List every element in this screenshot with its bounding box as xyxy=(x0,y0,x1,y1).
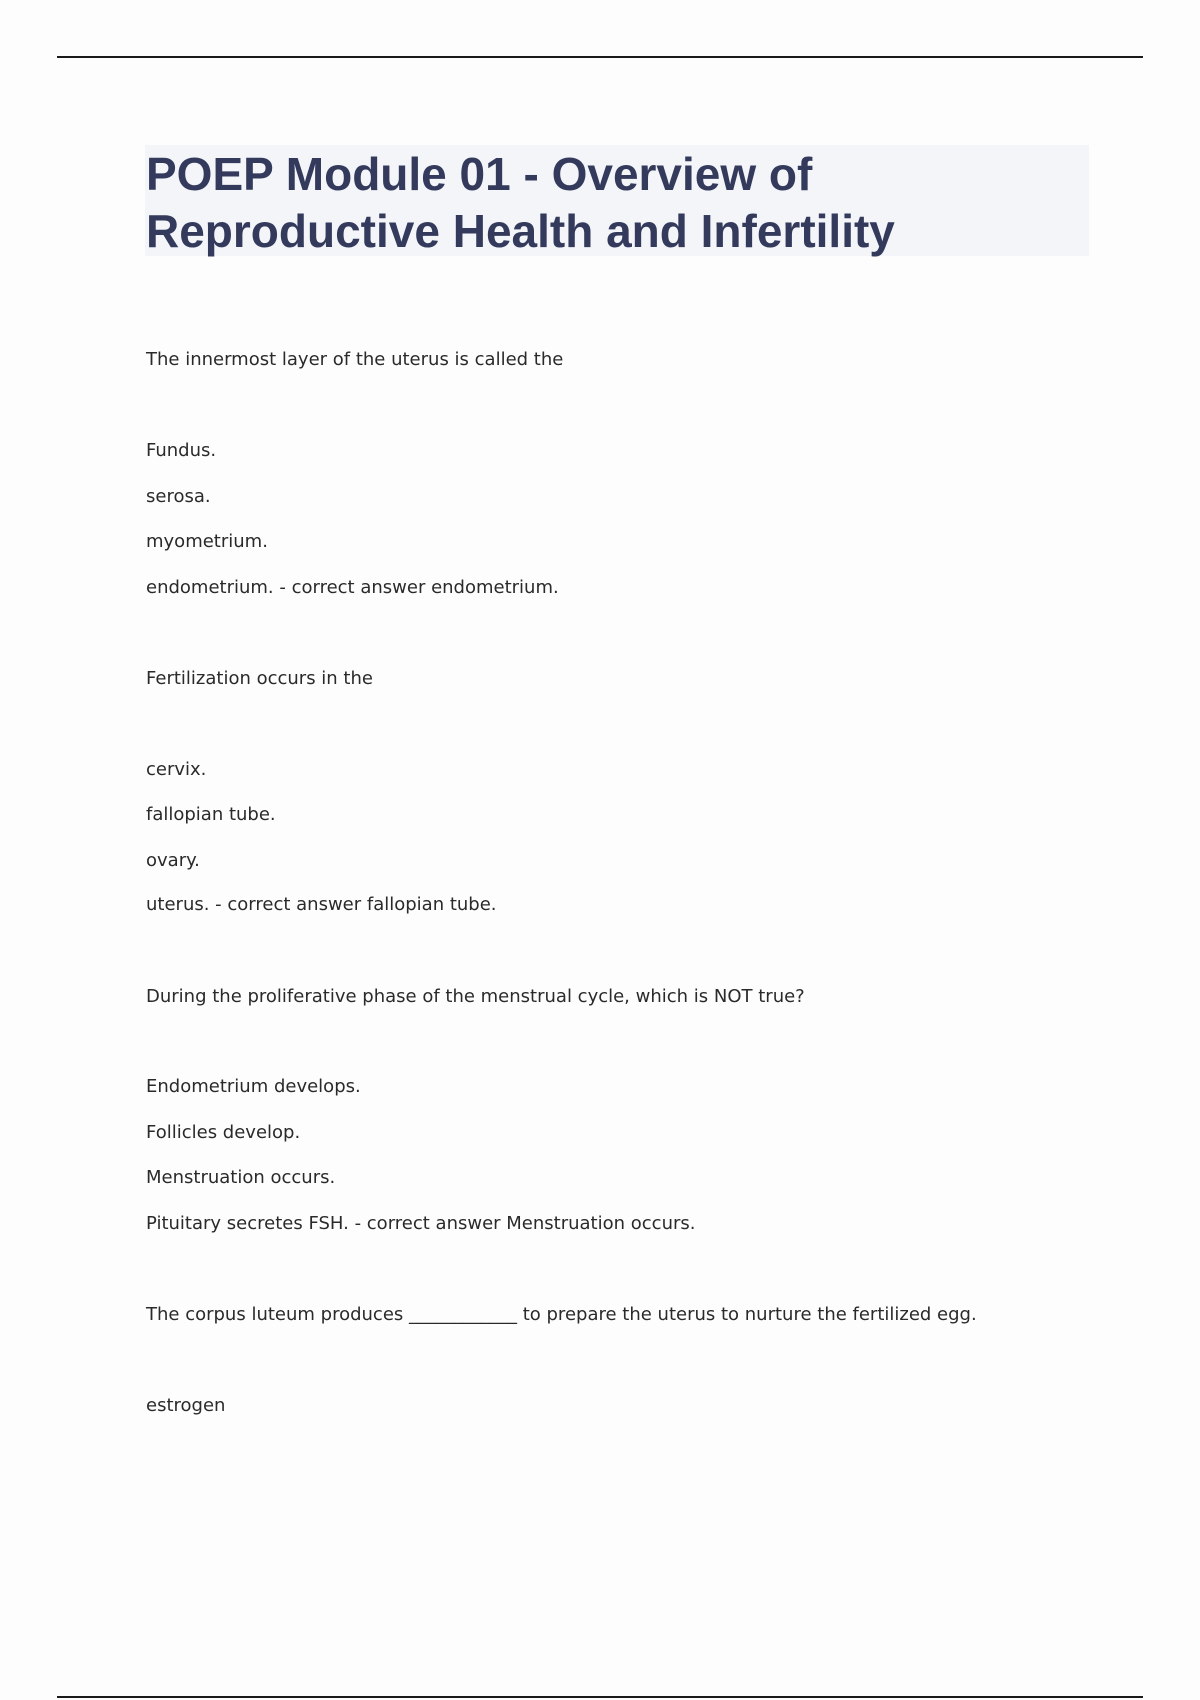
question-2-text: Fertilization occurs in the xyxy=(146,668,373,689)
question-3-option-1: Endometrium develops. xyxy=(146,1076,361,1097)
question-3-option-2: Follicles develop. xyxy=(146,1122,301,1143)
question-4-text: The corpus luteum produces ____________ to prepare the uterus to nurture the fertilized egg. xyxy=(146,1304,977,1325)
document-title: POEP Module 01 - Overview of Reproductive Health and Infertility xyxy=(146,148,895,257)
question-1-option-4-answer: endometrium. - correct answer endometrium. xyxy=(146,577,559,598)
question-1-option-1: Fundus. xyxy=(146,440,217,461)
question-2-option-1: cervix. xyxy=(146,759,207,780)
question-1-text: The innermost layer of the uterus is called the xyxy=(146,349,564,370)
question-2-option-2: fallopian tube. xyxy=(146,804,276,825)
question-3-text: During the proliferative phase of the menstrual cycle, which is NOT true? xyxy=(146,986,805,1007)
question-1-option-3: myometrium. xyxy=(146,531,268,552)
bottom-rule xyxy=(57,1696,1143,1698)
question-3-option-3: Menstruation occurs. xyxy=(146,1167,336,1188)
question-3-option-4-answer: Pituitary secretes FSH. - correct answer Menstruation occurs. xyxy=(146,1213,696,1234)
question-4-option-1: estrogen xyxy=(146,1395,226,1416)
question-2-option-3: ovary. xyxy=(146,850,200,871)
top-rule xyxy=(57,56,1143,58)
question-1-option-2: serosa. xyxy=(146,486,211,507)
question-2-option-4-answer: uterus. - correct answer fallopian tube. xyxy=(146,894,497,915)
